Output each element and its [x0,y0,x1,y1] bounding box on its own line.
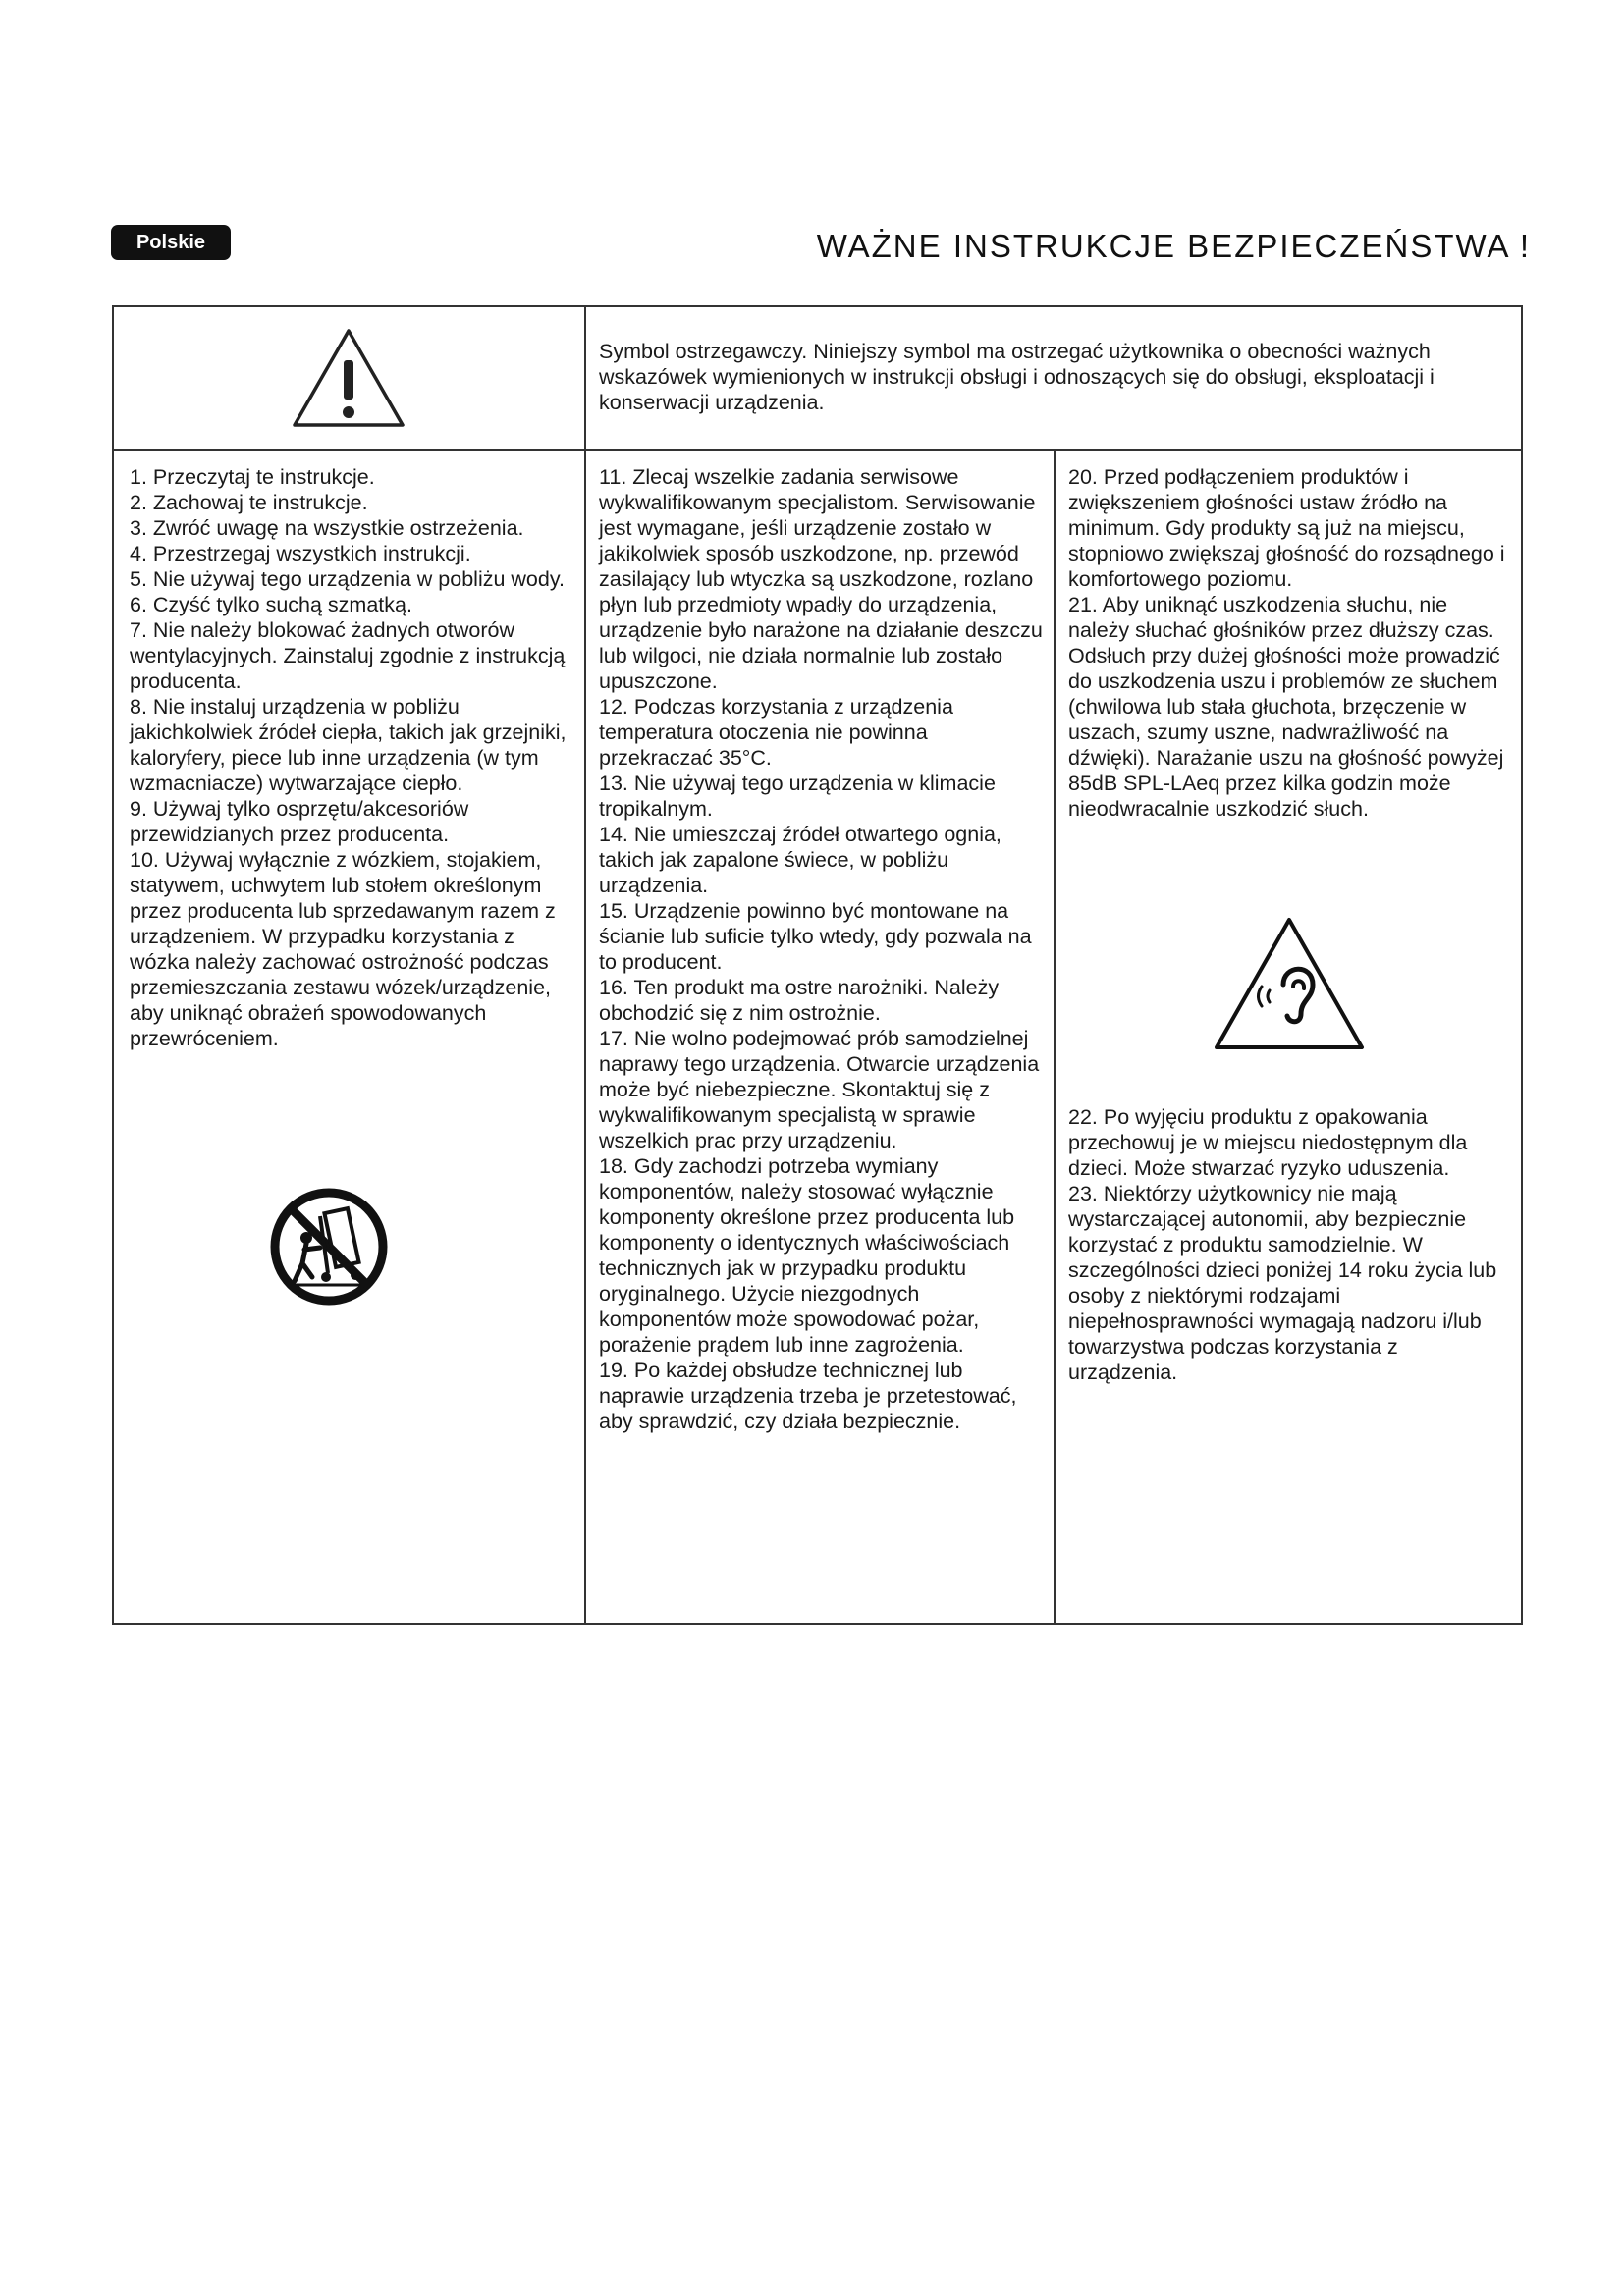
list-item: 10. Używaj wyłącznie z wózkiem, stojakiem, statywem, uchwytem lub stołem określonym przez producenta lub sprzedawanym razem z urządzeniem. W przypadku korzystania z wózka należy zachować ostrożność podczas przemieszczania zestawu wózek/urządzenie, aby uniknąć obrażeń spowodowanych przewróceniem. [130,848,556,1050]
page-title: WAŻNE INSTRUKCJE BEZPIECZEŃSTWA ! [816,228,1531,264]
warning-symbol-cell [114,307,584,449]
list-item: 6. Czyść tylko suchą szmatką. [130,593,412,616]
language-badge: Polskie [111,225,231,260]
warning-triangle-icon [291,327,406,429]
list-item: 21. Aby uniknąć uszkodzenia słuchu, nie należy słuchać głośników przez dłuższy czas. Odsłuch przy dużej głośności może prowadzić do uszkodzenia uszu i problemów ze słuchem (chwilowa lub stała głuchota, brzęczenie w uszach, szumy uszne, nadwrażliwość na dźwięki). Narażanie uszu na głośność powyżej 85dB SPL-LAeq przez kilka godzin może nieodwracalnie uszkodzić słuch. [1068,593,1504,821]
instructions-column-3-bottom [1068,1104,1510,1385]
list-item: 3. Zwróć uwagę na wszystkie ostrzeżenia. [130,516,524,540]
list-item: 20. Przed podłączeniem produktów i zwiększeniem głośności ustaw źródło na minimum. Gdy produkty są już na miejscu, stopniowo zwiększaj głośność do rozsądnego i komfortowego poziomu. [1068,465,1505,591]
instructions-column-2 [599,464,1046,1434]
list-item: 16. Ten produkt ma ostre narożniki. Należy obchodzić się z nim ostrożnie. [599,976,1000,1025]
column-divider [1054,449,1056,1623]
list-item: 11. Zlecaj wszelkie zadania serwisowe wykwalifikowanym specjalistom. Serwisowanie jest wymagane, jeśli urządzenie zostało w jakikolwiek sposób uszkodzone, np. przewód zasilający lub wtyczka są uszkodzone, rozlano płyn lub przedmioty wpadły do urządzenia, urządzenie było narażone na działanie deszczu lub wilgoci, nie działa normalnie lub zostało upuszczone. [599,465,1043,693]
instructions-column-3-top [1068,464,1510,822]
list-item: 13. Nie używaj tego urządzenia w klimacie tropikalnym. [599,772,996,821]
list-item: 23. Niektórzy użytkownicy nie mają wystarczającej autonomii, aby bezpiecznie korzystać z produktu samodzielnie. W szczególności dzieci poniżej 14 roku życia lub osoby z niektórymi rodzajami niepełnosprawności wymagają nadzoru i/lub towarzystwa podczas korzystania z urządzenia. [1068,1182,1497,1384]
column-divider [584,307,586,1623]
hearing-warning-icon [1211,914,1368,1053]
list-item: 5. Nie używaj tego urządzenia w pobliżu wody. [130,567,565,591]
safety-table [112,305,1523,1625]
list-item: 14. Nie umieszczaj źródeł otwartego ognia, takich jak zapalone świece, w pobliżu urządzenia. [599,823,1001,897]
warning-symbol-row [114,307,1521,451]
instructions-column-1 [130,464,571,1051]
list-item: 9. Używaj tylko osprzętu/akcesoriów przewidzianych przez producenta. [130,797,469,846]
list-item: 2. Zachowaj te instrukcje. [130,491,368,514]
list-item: 12. Podczas korzystania z urządzenia temperatura otoczenia nie powinna przekraczać 35°C. [599,695,953,770]
list-item: 15. Urządzenie powinno być montowane na ścianie lub suficie tylko wtedy, gdy pozwala na to producent. [599,899,1032,974]
list-item: 1. Przeczytaj te instrukcje. [130,465,375,489]
list-item: 4. Przestrzegaj wszystkich instrukcji. [130,542,471,565]
list-item: 22. Po wyjęciu produktu z opakowania przechowuj je w miejscu niedostępnym dla dzieci. Może stwarzać ryzyko uduszenia. [1068,1105,1468,1180]
list-item: 8. Nie instaluj urządzenia w pobliżu jakichkolwiek źródeł ciepła, takich jak grzejniki, kaloryfery, piece lub inne urządzenia (w tym wzmacniacze) wytwarzające ciepło. [130,695,567,795]
list-item: 18. Gdy zachodzi potrzeba wymiany komponentów, należy stosować wyłącznie komponenty określone przez producenta lub komponenty o identycznych właściwościach technicznych jak w przypadku produktu oryginalnego. Użycie niezgodnych komponentów może spowodować pożar, porażenie prądem lub inne zagrożenia. [599,1154,1015,1357]
list-item: 19. Po każdej obsłudze technicznej lub naprawie urządzenia trzeba je przetestować, aby sprawdzić, czy działa bezpiecznie. [599,1359,1017,1433]
list-item: 7. Nie należy blokować żadnych otworów wentylacyjnych. Zainstaluj zgodnie z instrukcją producenta. [130,618,566,693]
cart-tip-over-icon [269,1187,389,1307]
list-item: 17. Nie wolno podejmować prób samodzielnej naprawy tego urządzenia. Otwarcie urządzenia może być niebezpieczne. Skontaktuj się z wykwalifikowanym specjalistą w sprawie wszelkich prac przy urządzeniu. [599,1027,1040,1152]
warning-symbol-text: Symbol ostrzegawczy. Niniejszy symbol ma ostrzegać użytkownika o obecności ważnych wskazówek wymienionych w instrukcji obsługi i odnoszących się do obsługi, eksploatacji i konserwacji urządzenia. [599,340,1435,414]
